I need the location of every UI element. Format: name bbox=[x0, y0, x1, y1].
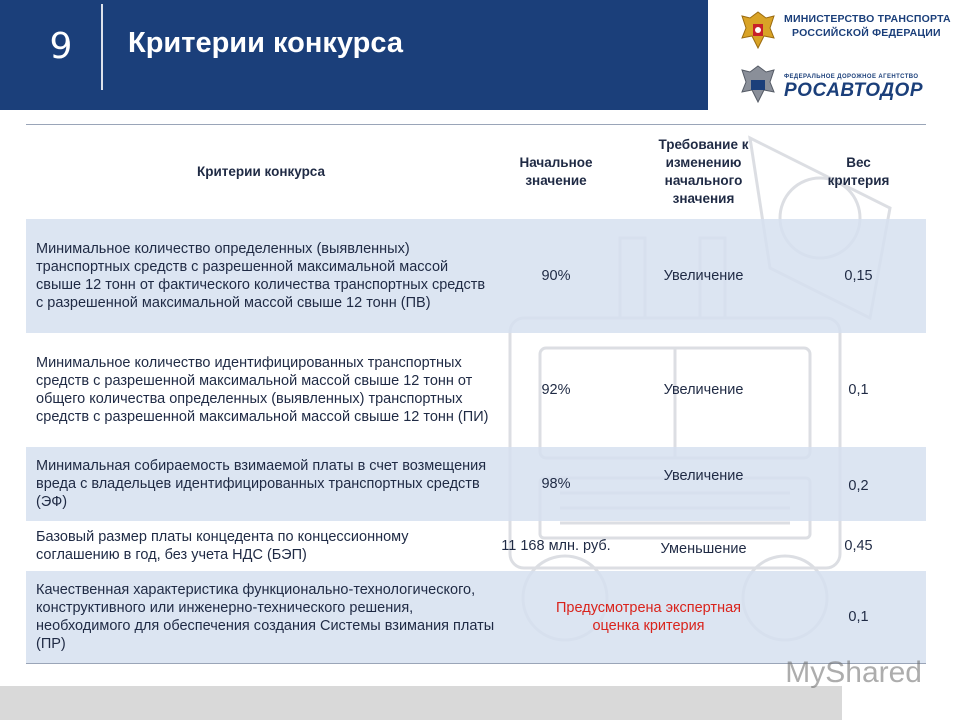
table-header-row bbox=[26, 125, 926, 219]
mintrans-line1: МИНИСТЕРСТВО ТРАНСПОРТА bbox=[784, 13, 951, 25]
requirement-cell: Увеличение bbox=[663, 468, 744, 484]
table-row bbox=[26, 447, 926, 521]
column-header-requirement: Требование к изменению начального значения bbox=[658, 137, 749, 206]
criterion-cell: Базовый размер платы концедента по концессионному соглашению в год, без учета НДС (БЭП) bbox=[36, 529, 409, 563]
requirement-cell: Уменьшение bbox=[660, 541, 747, 557]
weight-cell: 0,1 bbox=[848, 382, 869, 398]
criterion-cell: Минимальная собираемость взимаемой платы в счет возмещения вреда с владельцев идентифицированных транспортных средств (ЭФ) bbox=[36, 458, 487, 510]
expert-evaluation-note: Предусмотрена экспертная оценка критерия bbox=[556, 600, 741, 634]
table-row bbox=[26, 571, 926, 663]
initial-value-cell: 11 168 млн. руб. bbox=[501, 538, 611, 554]
logo-block bbox=[708, 0, 960, 110]
weight-cell: 0,15 bbox=[844, 268, 873, 284]
weight-cell: 0,2 bbox=[848, 478, 869, 494]
page-title: Критерии конкурса bbox=[128, 27, 403, 59]
column-header-criteria: Критерии конкурса bbox=[197, 164, 325, 179]
initial-value-cell: 98% bbox=[541, 476, 571, 492]
slide-number: 9 bbox=[49, 26, 73, 67]
title-divider bbox=[101, 4, 103, 90]
criteria-table bbox=[26, 124, 926, 664]
table-row bbox=[26, 219, 926, 333]
rosavtodor-name: РОСАВТОДОР bbox=[784, 80, 924, 101]
criterion-cell: Минимальное количество идентифицированных транспортных средств с разрешенной максимальной массой свыше 12 тонн от общего количества определенных (выявленных) транспортных средств с разрешенной максимальной массой свыше 12 тонн (ПИ) bbox=[36, 355, 489, 425]
footer-bar bbox=[0, 686, 842, 720]
mintrans-logo-text bbox=[784, 12, 951, 40]
initial-value-cell: 90% bbox=[541, 268, 571, 284]
table-row bbox=[26, 333, 926, 447]
criterion-cell: Минимальное количество определенных (выявленных) транспортных средств с разрешенной максимальной массой свыше 12 тонн от фактического количества транспортных средств с разрешенной максимальной массой свыше 12 тонн (ПВ) bbox=[36, 241, 486, 311]
title-banner bbox=[0, 0, 708, 110]
coat-of-arms-icon bbox=[736, 8, 780, 52]
initial-value-cell: 92% bbox=[541, 382, 571, 398]
watermark-text: MyShared bbox=[785, 656, 922, 689]
criterion-cell: Качественная характеристика функционально-технологического, конструктивного или инженерно-технического решения, необходимого для обеспечения создания Системы взимания платы (ПР) bbox=[36, 582, 495, 652]
column-header-weight: Вес критерия bbox=[827, 155, 890, 188]
weight-cell: 0,1 bbox=[848, 609, 869, 625]
weight-cell: 0,45 bbox=[844, 538, 873, 554]
requirement-cell: Увеличение bbox=[663, 268, 744, 284]
rosavtodor-subtitle: ФЕДЕРАЛЬНОЕ ДОРОЖНОЕ АГЕНТСТВО bbox=[784, 74, 919, 80]
requirement-cell: Увеличение bbox=[663, 382, 744, 398]
rosavtodor-emblem-icon bbox=[736, 62, 780, 106]
table-row bbox=[26, 521, 926, 571]
mintrans-line2: РОССИЙСКОЙ ФЕДЕРАЦИИ bbox=[792, 27, 941, 39]
column-header-initial: Начальное значение bbox=[519, 155, 593, 188]
